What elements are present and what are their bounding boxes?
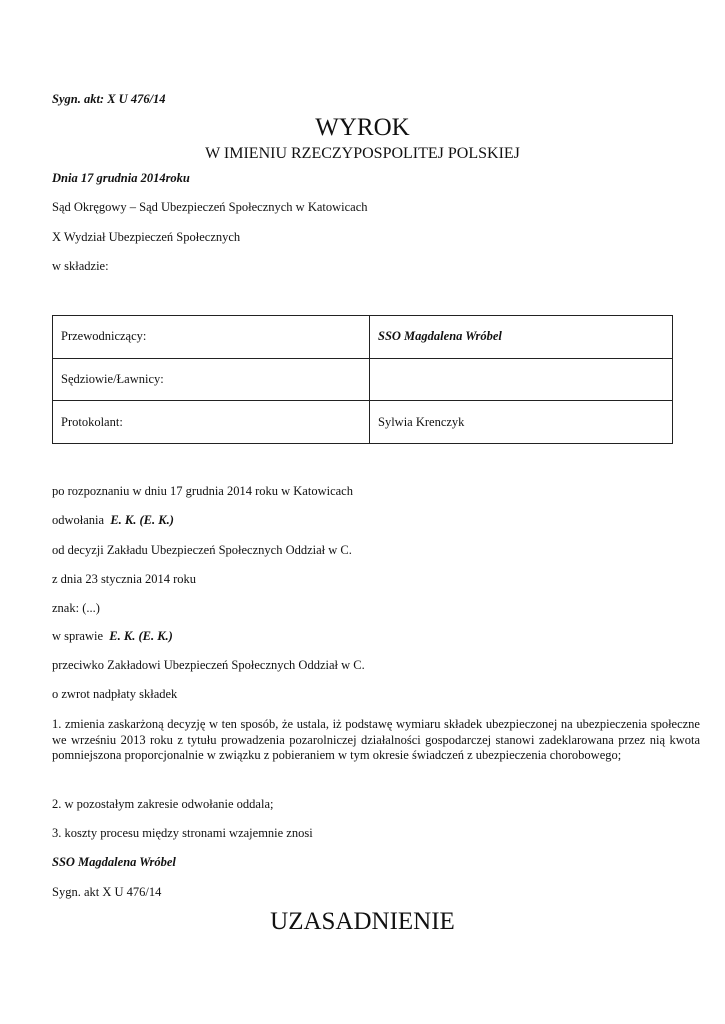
table-row [53, 316, 673, 359]
document-title: WYROK [315, 114, 410, 141]
hearing-line: po rozpoznaniu w dniu 17 grudnia 2014 roku w Katowicach [52, 484, 353, 498]
panel-role: Protokolant: [53, 401, 370, 444]
matter-party: E. K. (E. K.) [109, 629, 173, 643]
judge-signature: SSO Magdalena Wróbel [52, 855, 176, 869]
matter-line [52, 629, 173, 644]
composition-label: w składzie: [52, 259, 109, 273]
appeal-label: odwołania [52, 513, 105, 527]
justification-title: UZASADNIENIE [270, 908, 455, 935]
footer-case-signature: Sygn. akt X U 476/14 [52, 885, 162, 899]
case-signature: Sygn. akt: X U 476/14 [52, 92, 166, 106]
reference-line: znak: (...) [52, 601, 100, 615]
panel-name: Sylwia Krenczyk [370, 401, 673, 444]
ruling-item-2: 2. w pozostałym zakresie odwołanie oddala; [52, 797, 274, 811]
subject-line: o zwrot nadpłaty składek [52, 687, 178, 701]
court-panel-table [52, 315, 673, 444]
document-subtitle: W IMIENIU RZECZYPOSPOLITEJ POLSKIEJ [205, 145, 520, 162]
panel-role: Przewodniczący: [53, 316, 370, 359]
ruling-item-3: 3. koszty procesu między stronami wzajemnie znosi [52, 826, 313, 840]
table-row [53, 401, 673, 444]
ruling-date: Dnia 17 grudnia 2014roku [52, 171, 190, 185]
table-row [53, 358, 673, 401]
matter-label: w sprawie [52, 629, 104, 643]
panel-name: SSO Magdalena Wróbel [370, 316, 673, 359]
ruling-item-1: 1. zmienia zaskarżoną decyzję w ten sposób, że ustala, iż podstawę wymiaru składek ubezpieczonej na ubezpieczenia społeczne we wrześniu 2013 roku z tytułu prowadzenia pozarolniczej działalności gospodarczej stanowi zadeklarowana przez nią kwota pomniejszona proporcjonalnie w związku z pobieraniem w tym okresie świadczeń z ubezpieczenia chorobowego; [52, 717, 700, 762]
court-division: X Wydział Ubezpieczeń Społecznych [52, 230, 241, 244]
against-line: przeciwko Zakładowi Ubezpieczeń Społecznych Oddział w C. [52, 658, 365, 672]
court-name: Sąd Okręgowy – Sąd Ubezpieczeń Społecznych w Katowicach [52, 200, 368, 214]
panel-role: Sędziowie/Ławnicy: [53, 358, 370, 401]
decision-date-line: z dnia 23 stycznia 2014 roku [52, 572, 197, 586]
appeal-party: E. K. (E. K.) [110, 513, 174, 527]
decision-of-line: od decyzji Zakładu Ubezpieczeń Społecznych Oddział w C. [52, 543, 352, 557]
appeal-line [52, 513, 174, 528]
panel-name [370, 358, 673, 401]
